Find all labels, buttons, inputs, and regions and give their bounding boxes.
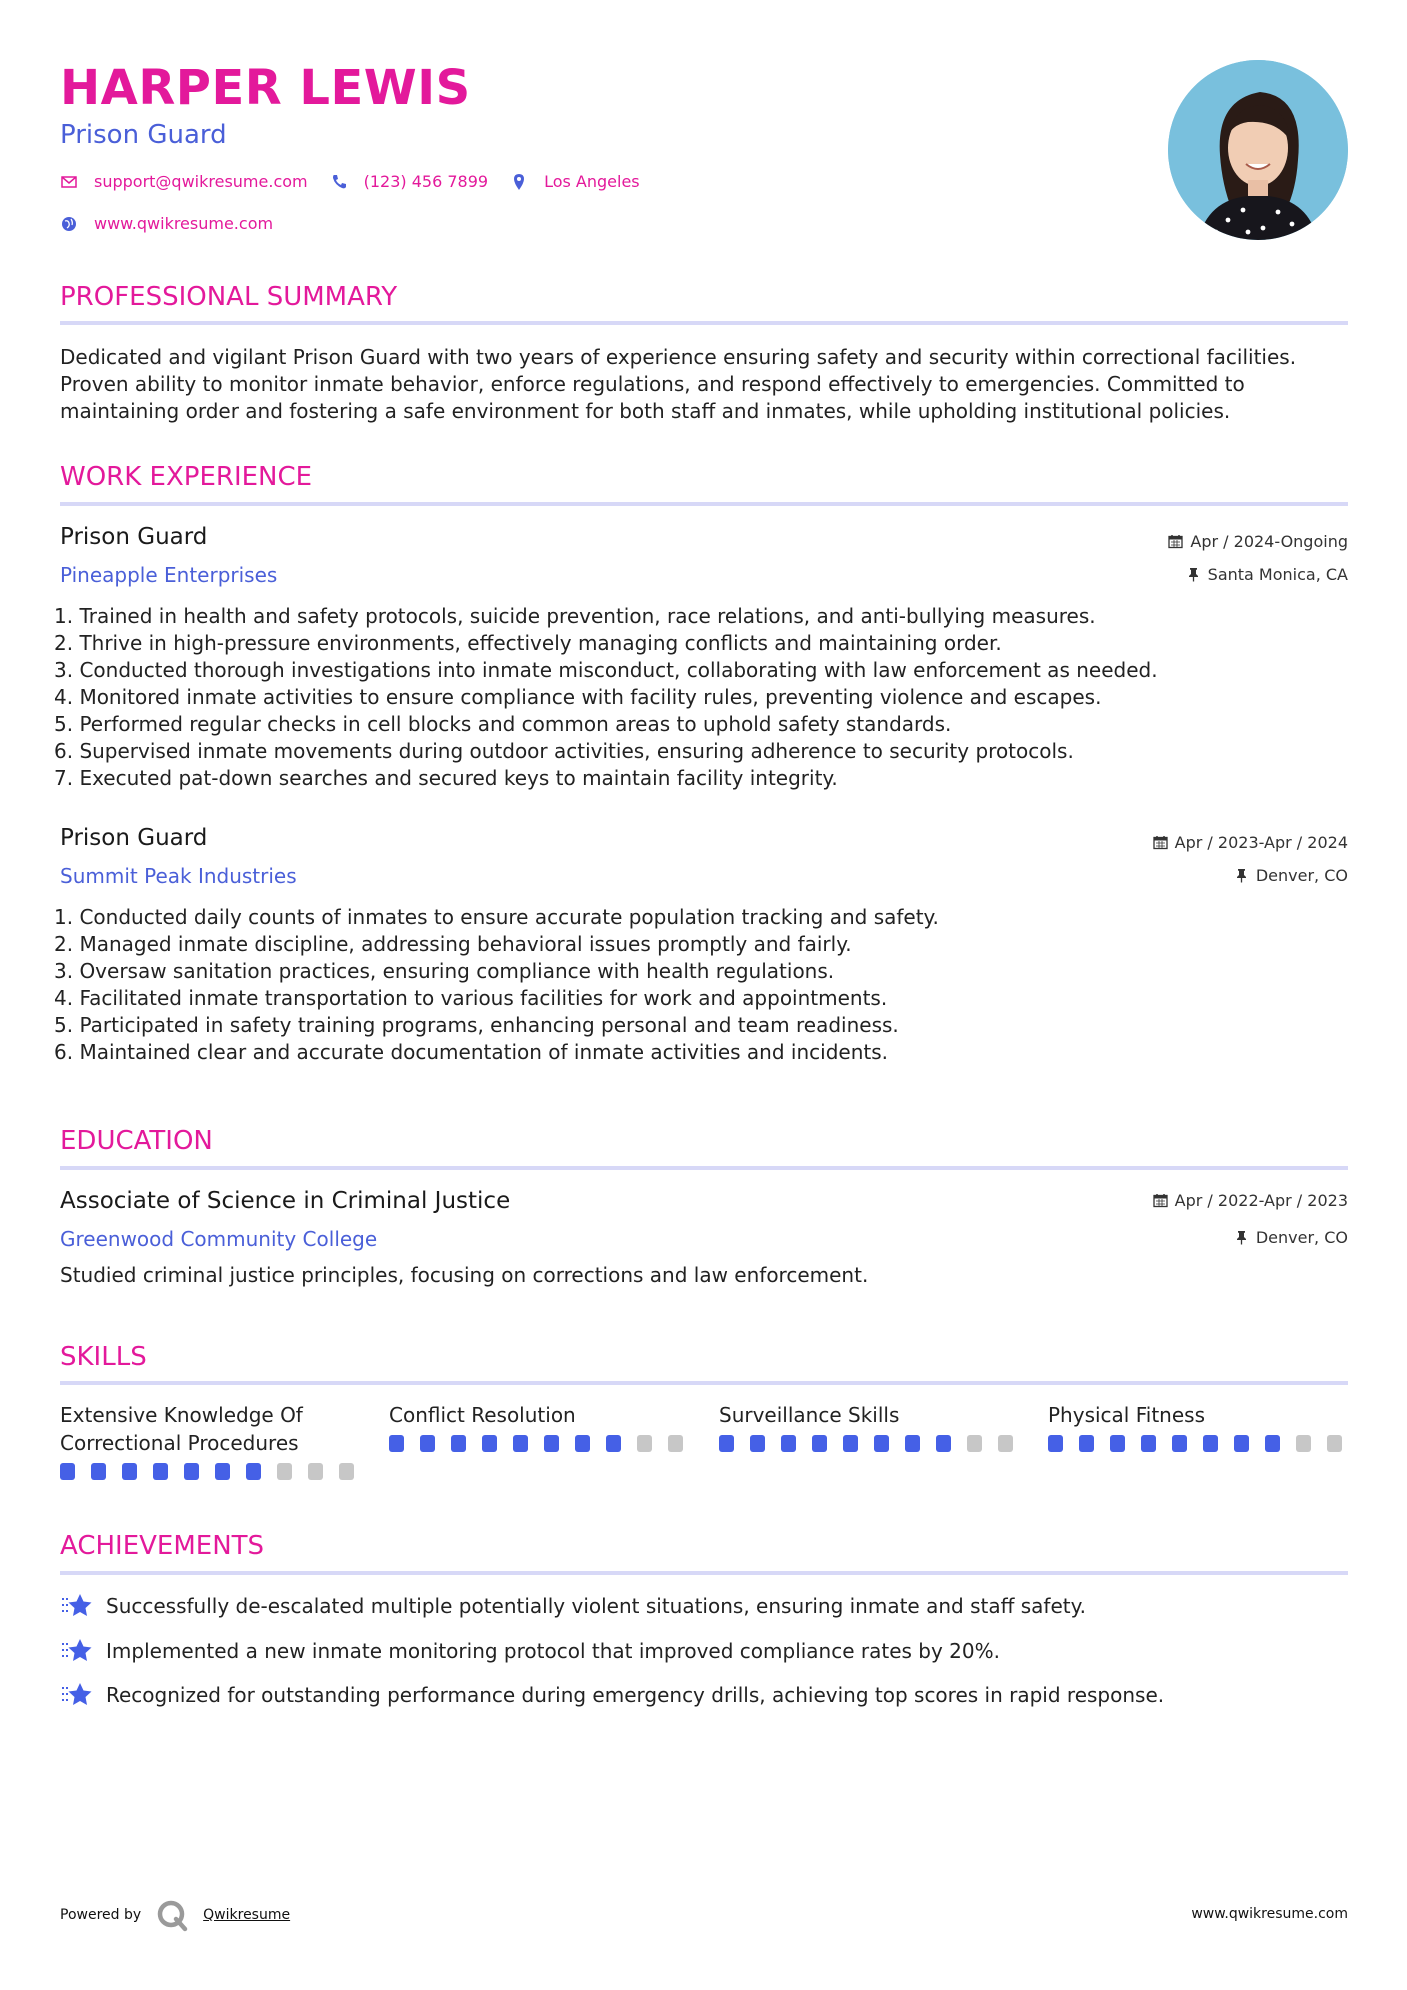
location-text: Los Angeles — [544, 172, 640, 191]
rating-dot-filled — [1203, 1435, 1218, 1452]
skill-rating — [719, 1435, 1029, 1452]
rating-dot-filled — [451, 1435, 466, 1452]
contact-row-2 — [60, 214, 295, 233]
skill-item — [719, 1401, 1029, 1452]
globe-icon — [60, 215, 78, 233]
list-item: 6. Supervised inmate movements during outdoor activities, ensuring adherence to security protocols. — [54, 739, 1074, 763]
section-divider — [60, 502, 1348, 506]
rating-dot-filled — [420, 1435, 435, 1452]
rating-dot-filled — [1110, 1435, 1125, 1452]
job-dates-text: Apr / 2024-Ongoing — [1190, 532, 1348, 551]
degree-title: Associate of Science in Criminal Justice — [60, 1188, 511, 1214]
job-location-text: Santa Monica, CA — [1207, 565, 1348, 584]
skill-rating — [389, 1435, 699, 1452]
job-dates — [1153, 833, 1348, 852]
pushpin-icon — [1234, 868, 1249, 883]
rating-dot-filled — [246, 1463, 261, 1480]
candidate-role: Prison Guard — [60, 120, 227, 150]
rating-dot-filled — [1172, 1435, 1187, 1452]
list-item: 2. Managed inmate discipline, addressing behavioral issues promptly and fairly. — [54, 932, 852, 956]
website-text: www.qwikresume.com — [94, 214, 274, 233]
list-item: 4. Facilitated inmate transportation to various facilities for work and appointments. — [54, 986, 888, 1010]
skill-rating — [1048, 1435, 1358, 1452]
skill-item — [1048, 1401, 1358, 1452]
section-title-experience: WORK EXPERIENCE — [60, 462, 313, 492]
rating-dot-filled — [719, 1435, 734, 1452]
email-text: support@qwikresume.com — [94, 172, 308, 191]
education-location — [1234, 1228, 1348, 1247]
rating-dot-filled — [1048, 1435, 1063, 1452]
achievement-item — [60, 1591, 1086, 1621]
list-item: 7. Executed pat-down searches and secured keys to maintain facility integrity. — [54, 766, 838, 790]
job-title: Prison Guard — [60, 524, 208, 550]
rating-dot-empty — [1296, 1435, 1311, 1452]
section-title-achievements: ACHIEVEMENTS — [60, 1531, 265, 1561]
achievement-item — [60, 1680, 1164, 1710]
phone-text: (123) 456 7899 — [363, 172, 489, 191]
brand-link[interactable]: Qwikresume — [203, 1907, 291, 1923]
list-item: 2. Thrive in high-pressure environments, effectively managing conflicts and maintaining order. — [54, 631, 1002, 655]
qwikresume-logo-icon — [155, 1898, 189, 1932]
rating-dot-filled — [874, 1435, 889, 1452]
job-dates-text: Apr / 2023-Apr / 2024 — [1174, 833, 1348, 852]
calendar-icon — [1153, 1193, 1168, 1208]
contact-location — [510, 172, 640, 191]
section-title-education: EDUCATION — [60, 1126, 213, 1156]
skill-item — [389, 1401, 699, 1452]
skill-name: Physical Fitness — [1048, 1403, 1205, 1427]
job-dates — [1168, 532, 1348, 551]
company-name: Pineapple Enterprises — [60, 563, 278, 587]
achievement-text: Implemented a new inmate monitoring protocol that improved compliance rates by 20%. — [106, 1639, 1000, 1663]
calendar-icon — [1168, 534, 1183, 549]
list-item: 4. Monitored inmate activities to ensure compliance with facility rules, preventing violence and escapes. — [54, 685, 1102, 709]
job-location — [1234, 866, 1348, 885]
rating-dot-filled — [544, 1435, 559, 1452]
job-location — [1186, 565, 1348, 584]
map-pin-icon — [510, 173, 528, 191]
education-description: Studied criminal justice principles, focusing on corrections and law enforcement. — [60, 1263, 869, 1287]
list-item: 1. Trained in health and safety protocols, suicide prevention, race relations, and anti-bullying measures. — [54, 604, 1096, 628]
rating-dot-filled — [750, 1435, 765, 1452]
rating-dot-filled — [1234, 1435, 1249, 1452]
achievement-text: Successfully de-escalated multiple potentially violent situations, ensuring inmate and staff safety. — [106, 1594, 1086, 1618]
skill-name: Conflict Resolution — [389, 1403, 576, 1427]
company-name: Summit Peak Industries — [60, 864, 297, 888]
skill-rating — [60, 1463, 370, 1480]
star-award-icon — [60, 1680, 94, 1710]
section-divider — [60, 321, 1348, 325]
rating-dot-filled — [215, 1463, 230, 1480]
rating-dot-empty — [668, 1435, 683, 1452]
job-bullet-list — [54, 904, 1344, 1066]
rating-dot-filled — [91, 1463, 106, 1480]
section-divider — [60, 1571, 1348, 1575]
rating-dot-filled — [936, 1435, 951, 1452]
pushpin-icon — [1234, 1230, 1249, 1245]
rating-dot-filled — [575, 1435, 590, 1452]
list-item: 3. Oversaw sanitation practices, ensuring compliance with health regulations. — [54, 959, 835, 983]
list-item: 6. Maintained clear and accurate documentation of inmate activities and incidents. — [54, 1040, 888, 1064]
calendar-icon — [1153, 835, 1168, 850]
rating-dot-filled — [184, 1463, 199, 1480]
rating-dot-filled — [389, 1435, 404, 1452]
rating-dot-empty — [967, 1435, 982, 1452]
rating-dot-empty — [1327, 1435, 1342, 1452]
school-name: Greenwood Community College — [60, 1227, 378, 1251]
rating-dot-empty — [998, 1435, 1013, 1452]
education-location-text: Denver, CO — [1255, 1228, 1348, 1247]
summary-text: Dedicated and vigilant Prison Guard with two years of experience ensuring safety and security within correctional facilities. Proven ability to monitor inmate behavior, enforce regulations, and respond effectively to emergencies. Committed to maintaining order and fostering a safe environment for both staff and inmates, while upholding institutional policies. — [60, 345, 1297, 423]
skill-name: Surveillance Skills — [719, 1403, 900, 1427]
rating-dot-filled — [60, 1463, 75, 1480]
candidate-name: HARPER LEWIS — [60, 60, 471, 116]
rating-dot-empty — [637, 1435, 652, 1452]
skill-name: Extensive Knowledge Of Correctional Procedures — [60, 1403, 303, 1455]
footer-website[interactable]: www.qwikresume.com — [1191, 1906, 1348, 1922]
rating-dot-filled — [606, 1435, 621, 1452]
star-award-icon — [60, 1636, 94, 1666]
phone-icon — [330, 173, 348, 191]
achievement-item — [60, 1636, 1000, 1666]
section-divider — [60, 1381, 1348, 1385]
contact-website[interactable] — [60, 214, 273, 233]
rating-dot-filled — [781, 1435, 796, 1452]
job-location-text: Denver, CO — [1255, 866, 1348, 885]
contact-phone[interactable] — [330, 172, 488, 191]
rating-dot-filled — [153, 1463, 168, 1480]
footer-powered-by — [60, 1898, 290, 1932]
list-item: 5. Participated in safety training programs, enhancing personal and team readiness. — [54, 1013, 899, 1037]
profile-photo — [1168, 60, 1348, 240]
pushpin-icon — [1186, 567, 1201, 582]
powered-by-label: Powered by — [60, 1907, 142, 1923]
job-bullet-list — [54, 603, 1344, 792]
rating-dot-empty — [277, 1463, 292, 1480]
list-item: 5. Performed regular checks in cell blocks and common areas to uphold safety standards. — [54, 712, 952, 736]
rating-dot-filled — [843, 1435, 858, 1452]
list-item: 3. Conducted thorough investigations into inmate misconduct, collaborating with law enforcement as needed. — [54, 658, 1158, 682]
rating-dot-filled — [1079, 1435, 1094, 1452]
contact-row-1 — [60, 172, 662, 191]
rating-dot-filled — [812, 1435, 827, 1452]
rating-dot-filled — [482, 1435, 497, 1452]
skill-item — [60, 1401, 370, 1480]
rating-dot-empty — [339, 1463, 354, 1480]
rating-dot-filled — [122, 1463, 137, 1480]
job-title: Prison Guard — [60, 825, 208, 851]
section-title-summary: PROFESSIONAL SUMMARY — [60, 282, 398, 312]
rating-dot-filled — [905, 1435, 920, 1452]
star-award-icon — [60, 1591, 94, 1621]
rating-dot-empty — [308, 1463, 323, 1480]
rating-dot-filled — [1141, 1435, 1156, 1452]
section-title-skills: SKILLS — [60, 1342, 147, 1372]
profile-photo-illustration — [1168, 60, 1348, 240]
rating-dot-filled — [1265, 1435, 1280, 1452]
envelope-icon — [60, 173, 78, 191]
contact-email[interactable] — [60, 172, 308, 191]
education-dates-text: Apr / 2022-Apr / 2023 — [1174, 1191, 1348, 1210]
section-divider — [60, 1166, 1348, 1170]
list-item: 1. Conducted daily counts of inmates to ensure accurate population tracking and safety. — [54, 905, 939, 929]
achievement-text: Recognized for outstanding performance during emergency drills, achieving top scores in rapid response. — [106, 1683, 1165, 1707]
rating-dot-filled — [513, 1435, 528, 1452]
education-dates — [1153, 1191, 1348, 1210]
